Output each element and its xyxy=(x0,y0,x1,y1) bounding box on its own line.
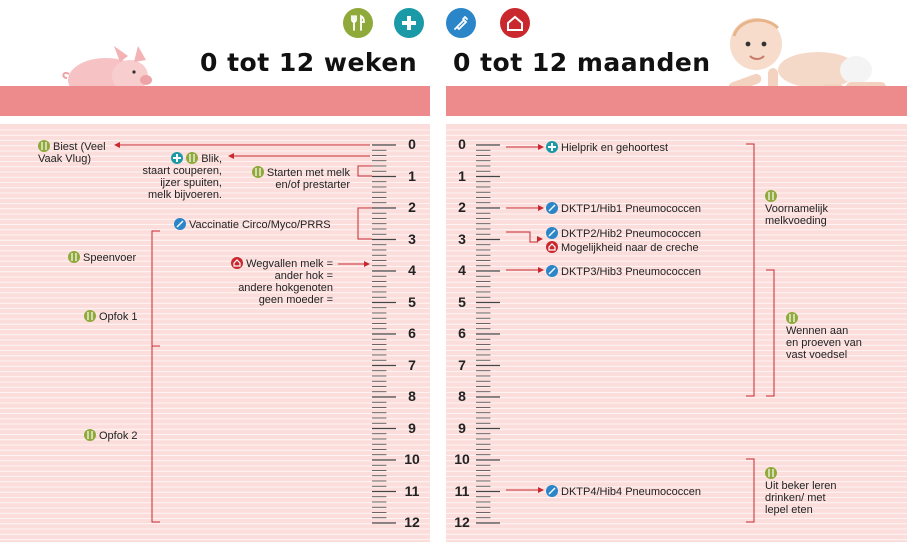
melkvoeding-line-1: Voornamelijk xyxy=(765,203,828,215)
dktp3-text: DKTP3/Hib3 Pneumococcen xyxy=(561,266,702,278)
house-icon xyxy=(500,8,530,38)
blik-line-4: melk bijvoeren. xyxy=(148,189,222,201)
vaccinatie-label xyxy=(174,218,331,231)
starten-bracket xyxy=(358,166,372,176)
dktp1-label xyxy=(546,202,701,215)
vaccinatie-text: Vaccinatie Circo/Myco/PRRS xyxy=(189,219,331,231)
speenvoer-label xyxy=(68,251,136,264)
opfok-bracket xyxy=(152,231,160,522)
scale-number: 0 xyxy=(458,136,466,152)
utensils-icon xyxy=(186,152,198,164)
hielprik-label xyxy=(546,141,668,154)
beker-label xyxy=(765,467,837,516)
scale-number: 10 xyxy=(454,451,470,467)
utensils-icon xyxy=(765,190,777,202)
blik-line-1: Blik, xyxy=(201,153,222,165)
dktp2-label xyxy=(546,227,701,240)
syringe-icon xyxy=(546,202,558,214)
scale-number: 6 xyxy=(408,325,416,341)
beker-line-1: Uit beker leren xyxy=(765,480,837,492)
biest-line-1: Biest (Veel xyxy=(53,141,106,153)
scale-number: 4 xyxy=(458,262,466,278)
wennen-line-3: vast voedsel xyxy=(786,349,848,361)
utensils-icon xyxy=(252,166,264,178)
scale-number: 11 xyxy=(404,482,420,499)
opfok1-text: Opfok 1 xyxy=(99,311,138,323)
utensils-icon xyxy=(84,429,96,441)
scale-number: 7 xyxy=(408,356,416,373)
utensils-icon xyxy=(786,312,798,324)
scale-number: 6 xyxy=(458,325,466,341)
house-icon xyxy=(546,241,558,253)
melkvoeding-line-2: melkvoeding xyxy=(765,215,827,227)
scale-number: 9 xyxy=(408,419,416,436)
scale-number: 8 xyxy=(408,388,416,404)
scale-number: 1 xyxy=(458,167,466,184)
hielprik-text: Hielprik en gehoortest xyxy=(561,142,669,154)
melkvoeding-bracket xyxy=(746,144,754,396)
dktp2-text: DKTP2/Hib2 Pneumococcen xyxy=(561,228,702,240)
scale-number: 10 xyxy=(404,451,420,467)
scale-number: 5 xyxy=(458,293,466,310)
scale-number: 0 xyxy=(408,136,416,152)
scale-number: 12 xyxy=(454,514,470,530)
right-header-band xyxy=(446,86,907,116)
scale-number: 4 xyxy=(408,262,416,278)
starten-line-1: Starten met melk xyxy=(266,167,350,179)
opfok1-label xyxy=(84,310,138,323)
beker-line-3: lepel eten xyxy=(765,504,813,516)
scale-number: 12 xyxy=(404,514,420,530)
wegvallen-line-4: geen moeder = xyxy=(258,294,333,306)
syringe-icon xyxy=(546,485,558,497)
medical-cross-icon xyxy=(394,8,424,38)
utensils-icon xyxy=(84,310,96,322)
wegvallen-line-1: Wegvallen melk = xyxy=(246,258,333,270)
scale-number: 3 xyxy=(458,230,466,247)
scale-number: 7 xyxy=(458,356,466,373)
blik-line-2: staart couperen, xyxy=(142,165,222,177)
utensils-icon xyxy=(68,251,80,263)
beker-line-2: drinken/ met xyxy=(765,492,826,504)
syringe-icon xyxy=(546,227,558,239)
beker-bracket xyxy=(746,459,754,522)
scale-number: 11 xyxy=(454,482,470,499)
dktp4-label xyxy=(546,485,701,498)
right-title: 0 tot 12 maanden xyxy=(453,48,711,77)
wegvallen-line-2: ander hok = xyxy=(274,270,333,282)
wennen-line-2: en proeven van xyxy=(786,337,862,349)
wennen-line-1: Wennen aan xyxy=(786,325,849,337)
opfok2-text: Opfok 2 xyxy=(99,430,138,442)
speenvoer-text: Speenvoer xyxy=(83,252,137,264)
wegvallen-line-3: andere hokgenoten xyxy=(238,282,333,294)
creche-label xyxy=(546,241,699,254)
left-header-band xyxy=(0,86,430,116)
wegvallen-label xyxy=(205,257,333,306)
scale-number: 1 xyxy=(408,167,416,184)
wennen-label xyxy=(786,312,862,361)
scale-number: 2 xyxy=(408,199,416,215)
medical-cross-icon xyxy=(171,152,183,164)
wennen-bracket xyxy=(766,270,774,396)
dktp3-label xyxy=(546,265,701,278)
dktp4-text: DKTP4/Hib4 Pneumococcen xyxy=(561,486,702,498)
opfok2-label xyxy=(84,429,138,442)
creche-text: Mogelijkheid naar de creche xyxy=(561,242,699,254)
utensils-icon xyxy=(343,8,373,38)
syringe-icon xyxy=(446,8,476,38)
medical-cross-icon xyxy=(546,141,558,153)
starten-label xyxy=(232,166,350,191)
scale-number: 2 xyxy=(458,199,466,215)
utensils-icon xyxy=(38,140,50,152)
blik-line-3: ijzer spuiten, xyxy=(160,177,222,189)
scale-number: 3 xyxy=(408,230,416,247)
utensils-icon xyxy=(765,467,777,479)
blik-label xyxy=(130,152,222,201)
biest-label xyxy=(38,140,106,165)
scale-number: 5 xyxy=(408,293,416,310)
left-title: 0 tot 12 weken xyxy=(200,48,418,77)
syringe-icon xyxy=(546,265,558,277)
dktp1-text: DKTP1/Hib1 Pneumococcen xyxy=(561,203,702,215)
melkvoeding-label xyxy=(765,190,828,227)
starten-line-2: en/of prestarter xyxy=(275,179,350,191)
scale-number: 8 xyxy=(458,388,466,404)
scale-number: 9 xyxy=(458,419,466,436)
vaccinatie-bracket xyxy=(358,208,372,239)
house-icon xyxy=(231,257,243,269)
biest-line-2: Vaak Vlug) xyxy=(38,153,91,165)
syringe-icon xyxy=(174,218,186,230)
